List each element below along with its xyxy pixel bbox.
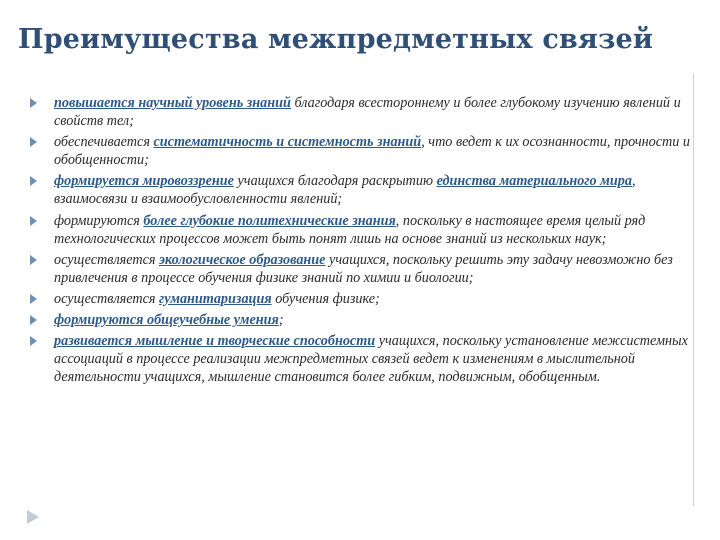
item-text: благодаря всестороннему и более глубокому изучению явлений и свойств тел;	[54, 95, 681, 130]
triangle-bullet-icon	[30, 315, 37, 325]
highlighted-term: систематичность и системность знаний	[153, 134, 422, 151]
list-item	[30, 290, 692, 308]
slide-corner-mark-icon	[24, 508, 42, 526]
list-item	[30, 94, 692, 130]
highlighted-term: экологическое образование	[159, 251, 326, 268]
triangle-bullet-icon	[30, 336, 37, 346]
triangle-bullet-icon	[30, 255, 37, 265]
advantages-list	[30, 94, 692, 389]
highlighted-term: единства материального мира	[436, 173, 632, 190]
highlighted-term: повышается научный уровень знаний	[54, 95, 291, 111]
triangle-bullet-icon	[30, 216, 37, 226]
highlighted-term: формируются общеучебные умения	[54, 312, 279, 329]
highlighted-term: развивается мышление и творческие способности	[54, 333, 376, 350]
item-text: , взаимосвязи и взаимообусловленности явлений;	[54, 173, 636, 208]
list-item	[30, 332, 692, 386]
item-text: обеспечивается	[54, 134, 154, 151]
highlighted-term: более глубокие политехнические знания	[143, 212, 396, 229]
triangle-bullet-icon	[30, 294, 37, 304]
slide-title: Преимущества межпредметных связей	[18, 24, 654, 55]
highlighted-term: формируется мировоззрение	[54, 173, 234, 190]
slide-top-edge	[0, 0, 720, 4]
slide-right-divider	[693, 74, 694, 506]
list-item	[30, 212, 692, 248]
item-text: осуществляется	[54, 251, 160, 268]
item-text: ;	[278, 312, 284, 329]
item-text: , что ведет к их осознанности, прочности и обобщенности;	[54, 134, 691, 169]
list-item	[30, 172, 692, 208]
triangle-bullet-icon	[30, 137, 37, 147]
item-text: обучения физике;	[271, 290, 380, 307]
list-item	[30, 311, 692, 329]
item-text: , поскольку в настоящее время целый ряд технологических процессов может быть понят лишь на основе знаний из нескольких наук;	[54, 212, 646, 247]
list-item	[30, 133, 692, 169]
item-text: формируются	[54, 212, 144, 229]
item-text: учащихся, поскольку решить эту задачу невозможно без привлечения в процессе обучения физике знаний по химии и биологии;	[54, 251, 673, 286]
item-text: осуществляется	[54, 290, 160, 307]
item-text: учащихся благодаря раскрытию	[233, 173, 437, 190]
item-text: учащихся, поскольку установление межсистемных ассоциаций в процессе реализации межпредметных связей ведет к изменениям в мыслительной деятельности учащихся, мышление становится более гибким, подвижным, обобщенным.	[54, 333, 688, 386]
triangle-bullet-icon	[30, 98, 37, 108]
triangle-bullet-icon	[30, 176, 37, 186]
list-item	[30, 251, 692, 287]
highlighted-term: гуманитаризация	[159, 290, 272, 307]
